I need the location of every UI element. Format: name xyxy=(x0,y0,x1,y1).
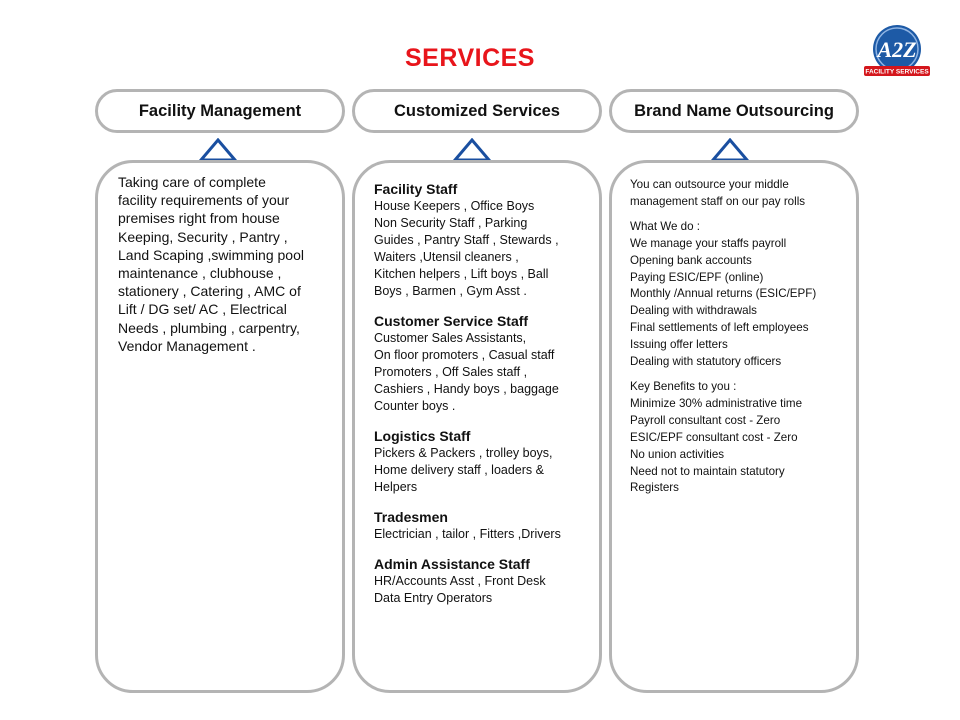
facility-staff-section xyxy=(374,180,600,300)
section-line: Customer Sales Assistants, xyxy=(374,331,527,345)
section-line: House Keepers , Office Boys xyxy=(374,199,535,213)
outsourcing-line: ESIC/EPF consultant cost - Zero xyxy=(630,430,798,444)
triangle-up-icon xyxy=(199,138,237,162)
a2z-logo xyxy=(858,22,936,82)
section-title: Customer Service Staff xyxy=(374,313,529,329)
facility-management-description xyxy=(118,173,338,355)
logo-text: A2Z xyxy=(877,37,917,62)
outsourcing-line: You can outsource your middle xyxy=(630,178,789,191)
description-line: Vendor Management . xyxy=(118,337,256,354)
outsourcing-line: We manage your staffs payroll xyxy=(630,236,787,250)
facility-management-heading: Facility Management xyxy=(95,89,345,133)
description-line: stationery , Catering , AMC of xyxy=(118,283,301,300)
description-line: Keeping, Security , Pantry , xyxy=(118,228,288,245)
section-line: Guides , Pantry Staff , Stewards , xyxy=(374,233,559,247)
brand-name-outsourcing-list xyxy=(630,177,860,505)
description-line: premises right from house xyxy=(118,210,280,227)
description-line: Lift / DG set/ AC , Electrical xyxy=(118,301,287,318)
key-benefits-group xyxy=(630,379,860,497)
section-line: Helpers xyxy=(374,480,418,494)
section-line: Kitchen helpers , Lift boys , Ball xyxy=(374,267,549,281)
description-line: maintenance , clubhouse , xyxy=(118,265,282,282)
intro-group xyxy=(630,177,860,211)
section-line: HR/Accounts Asst , Front Desk xyxy=(374,574,546,588)
outsourcing-line: Dealing with withdrawals xyxy=(630,304,757,318)
page-title: SERVICES xyxy=(405,44,535,72)
customer-service-staff-section xyxy=(374,312,600,415)
section-line: Waiters ,Utensil cleaners , xyxy=(374,250,519,264)
outsourcing-line: Final settlements of left employees xyxy=(630,321,809,335)
section-line: Non Security Staff , Parking xyxy=(374,216,528,230)
section-line: On floor promoters , Casual staff xyxy=(374,348,555,362)
section-line: Promoters , Off Sales staff , xyxy=(374,365,528,379)
section-title: Admin Assistance Staff xyxy=(374,556,530,572)
section-title: Logistics Staff xyxy=(374,428,471,444)
outsourcing-line: What We do : xyxy=(630,219,701,233)
outsourcing-line: Registers xyxy=(630,481,679,495)
tradesmen-section xyxy=(374,508,600,543)
outsourcing-line: Issuing offer letters xyxy=(630,338,728,352)
section-title: Facility Staff xyxy=(374,181,458,197)
outsourcing-line: Payroll consultant cost - Zero xyxy=(630,413,781,427)
outsourcing-line: Need not to maintain statutory xyxy=(630,464,785,478)
outsourcing-line: Monthly /Annual returns (ESIC/EPF) xyxy=(630,287,817,301)
brand-name-outsourcing-heading: Brand Name Outsourcing xyxy=(609,89,859,133)
outsourcing-line: Minimize 30% administrative time xyxy=(630,396,803,410)
section-line: Electrician , tailor , Fitters ,Drivers xyxy=(374,527,561,541)
what-we-do-group xyxy=(630,219,860,371)
outsourcing-line: management staff on our pay rolls xyxy=(630,194,806,208)
section-title: Tradesmen xyxy=(374,509,448,525)
section-line: Data Entry Operators xyxy=(374,591,493,605)
outsourcing-line: Dealing with statutory officers xyxy=(630,355,782,369)
logo-subtext: FACILITY SERVICES xyxy=(865,68,929,76)
triangle-up-icon xyxy=(711,138,749,162)
outsourcing-line: Opening bank accounts xyxy=(630,253,752,267)
section-line: Pickers & Packers , trolley boys, xyxy=(374,446,553,460)
customized-services-list xyxy=(374,180,600,619)
description-line: Needs , plumbing , carpentry, xyxy=(118,319,300,336)
triangle-up-icon xyxy=(453,138,491,162)
section-line: Counter boys . xyxy=(374,399,456,413)
outsourcing-line: No union activities xyxy=(630,447,725,461)
section-line: Home delivery staff , loaders & xyxy=(374,463,544,477)
description-line: Taking care of complete xyxy=(118,174,266,190)
logistics-staff-section xyxy=(374,427,600,496)
section-line: Boys , Barmen , Gym Asst . xyxy=(374,284,527,298)
admin-assistance-staff-section xyxy=(374,555,600,607)
customized-services-heading: Customized Services xyxy=(352,89,602,133)
section-line: Cashiers , Handy boys , baggage xyxy=(374,382,559,396)
description-line: facility requirements of your xyxy=(118,192,290,209)
outsourcing-line: Paying ESIC/EPF (online) xyxy=(630,270,764,284)
outsourcing-line: Key Benefits to you : xyxy=(630,379,737,393)
description-line: Land Scaping ,swimming pool xyxy=(118,246,304,263)
